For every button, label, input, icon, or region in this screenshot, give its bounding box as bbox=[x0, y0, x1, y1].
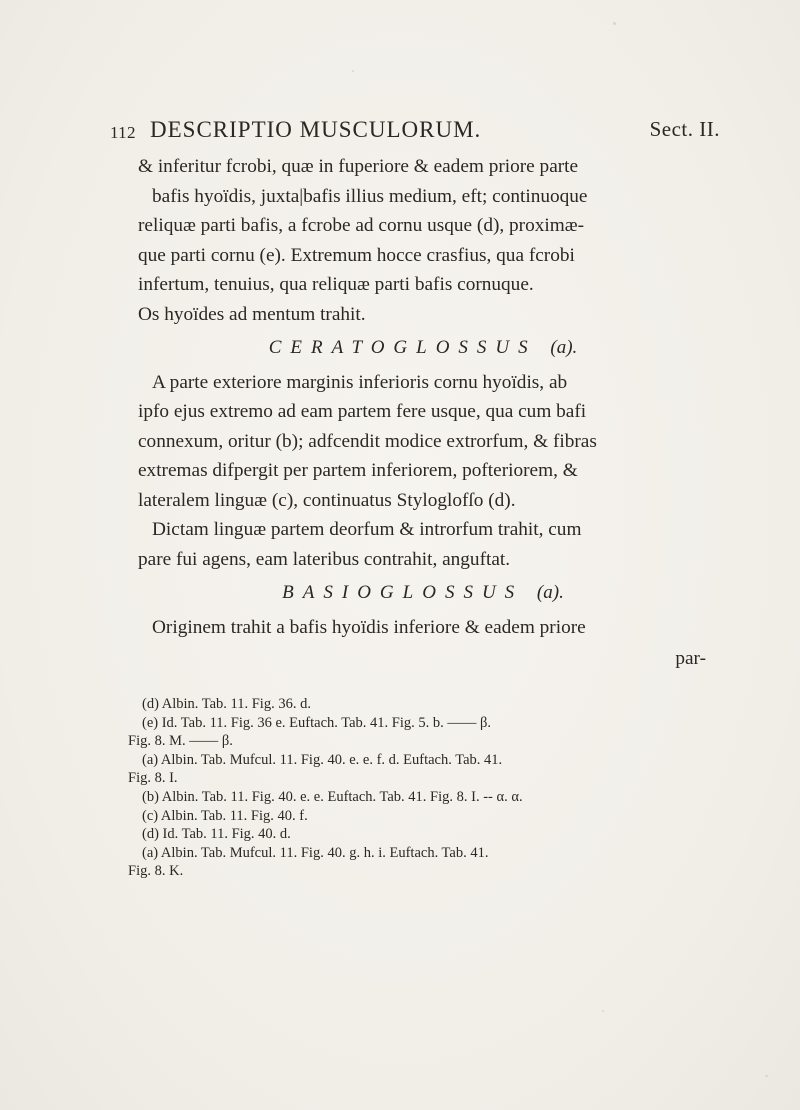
catchword: par- bbox=[675, 648, 706, 669]
section-heading-ceratoglossus bbox=[138, 333, 708, 363]
text-line: Originem trahit a bafis hyoïdis inferiore & eadem priore bbox=[152, 616, 586, 638]
text-line: Os hyoïdes ad mentum trahit. bbox=[138, 303, 366, 325]
text-line: A parte exteriore marginis inferioris cornu hyoïdis, ab bbox=[152, 371, 568, 393]
footnote-line: (c) Albin. Tab. 11. Fig. 40. f. bbox=[142, 807, 308, 824]
paper-speck bbox=[765, 1075, 768, 1077]
text-line: extremas difpergit per partem inferiorem, pofteriorem, & bbox=[138, 460, 578, 481]
footnote-line: (b) Albin. Tab. 11. Fig. 40. e. e. Euftach. Tab. 41. Fig. 8. I. -- α. α. bbox=[142, 788, 523, 805]
footnote-line: Fig. 8. I. bbox=[128, 770, 178, 787]
text-line: infertum, tenuius, qua reliquæ parti bafis cornuque. bbox=[138, 274, 534, 295]
paper-speck bbox=[613, 22, 616, 25]
text-line: & inferitur fcrobi, quæ in fuperiore & eadem priore parte bbox=[138, 156, 579, 177]
heading-reference: (a). bbox=[550, 337, 578, 358]
footnote-line: (a) Albin. Tab. Mufcul. 11. Fig. 40. g. h. i. Euftach. Tab. 41. bbox=[142, 844, 489, 861]
heading-title: BASIOGLOSSUS bbox=[282, 582, 524, 603]
paper-speck bbox=[602, 1010, 604, 1012]
footnote-line: (d) Id. Tab. 11. Fig. 40. d. bbox=[142, 826, 291, 843]
main-text bbox=[138, 152, 708, 669]
footnote-line: Fig. 8. M. —— β. bbox=[128, 733, 233, 750]
paper-speck bbox=[352, 70, 354, 72]
footnote-line: (d) Albin. Tab. 11. Fig. 36. d. bbox=[142, 696, 311, 712]
text-line: lateralem linguæ (c), continuatus Styloglofſo (d). bbox=[138, 489, 516, 511]
heading-reference: (a). bbox=[536, 582, 564, 603]
footnote-line: (a) Albin. Tab. Mufcul. 11. Fig. 40. e. e. f. d. Euftach. Tab. 41. bbox=[142, 751, 503, 768]
page-number: 112 bbox=[110, 123, 136, 142]
text-line: que parti cornu (e). Extremum hocce crasfius, qua fcrobi bbox=[138, 244, 575, 266]
text-line: Dictam linguæ partem deorfum & introrfum trahit, cum bbox=[152, 519, 582, 540]
running-title: DESCRIPTIO MUSCULORUM. bbox=[150, 117, 482, 142]
footnote-line: (e) Id. Tab. 11. Fig. 36 e. Euftach. Tab. 41. Fig. 5. b. —— β. bbox=[142, 714, 492, 731]
text-line: pare fui agens, eam lateribus contrahit, anguftat. bbox=[138, 548, 511, 570]
text-line: bafis hyoïdis, juxta|bafis illius medium, eft; continuoque bbox=[152, 185, 588, 207]
section-label: Sect. II. bbox=[649, 117, 720, 141]
footnote-line: Fig. 8. K. bbox=[128, 863, 184, 880]
text-line: ipfo ejus extremo ad eam partem fere usque, qua cum bafi bbox=[138, 401, 587, 422]
footnotes bbox=[128, 695, 708, 881]
running-header bbox=[110, 117, 720, 147]
heading-title: CERATOGLOSSUS bbox=[268, 337, 537, 358]
section-heading-basioglossus bbox=[138, 578, 708, 608]
text-line: reliquæ parti bafis, a fcrobe ad cornu usque (d), proximæ- bbox=[138, 215, 585, 236]
text-line: connexum, oritur (b); adfcendit modice extrorfum, & fibras bbox=[138, 430, 597, 452]
